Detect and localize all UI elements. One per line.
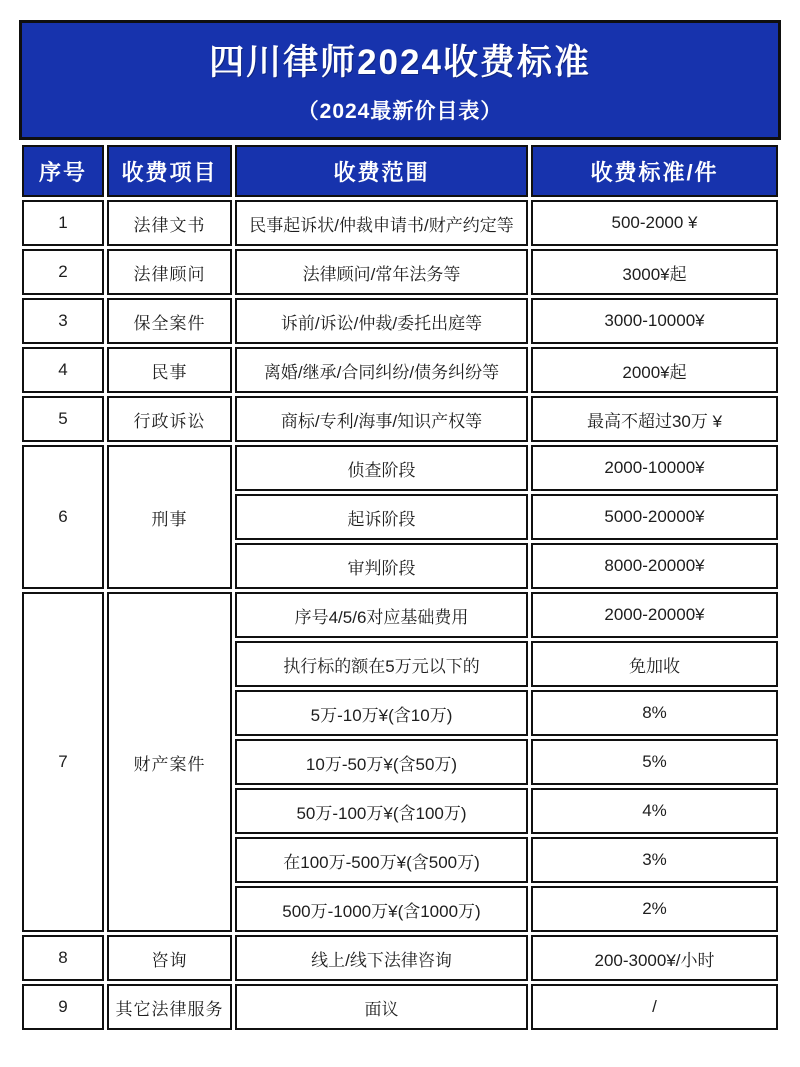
row-number-cell: 9 bbox=[22, 984, 104, 1030]
fee-item-cell: 行政诉讼 bbox=[107, 396, 232, 442]
row-number-cell: 2 bbox=[22, 249, 104, 295]
fee-scope-cell: 法律顾问/常年法务等 bbox=[235, 249, 528, 295]
fee-item-cell: 民事 bbox=[107, 347, 232, 393]
header-cell-standard: 收费标准/件 bbox=[531, 145, 778, 197]
row-number-cell: 7 bbox=[22, 592, 104, 932]
fee-standard-cell: 2% bbox=[531, 886, 778, 932]
table-row-group-property bbox=[22, 592, 778, 638]
fee-standard-cell: 3% bbox=[531, 837, 778, 883]
fee-standard-cell: 8000-20000¥ bbox=[531, 543, 778, 589]
fee-standard-cell: 2000-10000¥ bbox=[531, 445, 778, 491]
fee-item-cell: 法律顾问 bbox=[107, 249, 232, 295]
fee-standard-cell: / bbox=[531, 984, 778, 1030]
table-body bbox=[22, 200, 778, 1030]
table-row bbox=[22, 249, 778, 295]
table-row bbox=[22, 396, 778, 442]
page-title: 四川律师2024收费标准 bbox=[209, 43, 591, 82]
fee-scope-cell: 起诉阶段 bbox=[235, 494, 528, 540]
fee-standard-cell: 最高不超过30万 ¥ bbox=[531, 396, 778, 442]
fee-scope-cell: 离婚/继承/合同纠纷/债务纠纷等 bbox=[235, 347, 528, 393]
fee-scope-cell: 面议 bbox=[235, 984, 528, 1030]
row-number-cell: 5 bbox=[22, 396, 104, 442]
fee-scope-cell: 侦查阶段 bbox=[235, 445, 528, 491]
fee-standard-cell: 4% bbox=[531, 788, 778, 834]
fee-table bbox=[19, 142, 781, 1033]
fee-item-cell: 其它法律服务 bbox=[107, 984, 232, 1030]
fee-scope-cell: 在100万-500万¥(含500万) bbox=[235, 837, 528, 883]
title-banner bbox=[19, 20, 781, 140]
fee-scope-cell: 诉前/诉讼/仲裁/委托出庭等 bbox=[235, 298, 528, 344]
fee-scope-cell: 序号4/5/6对应基础费用 bbox=[235, 592, 528, 638]
fee-scope-cell: 10万-50万¥(含50万) bbox=[235, 739, 528, 785]
fee-scope-cell: 50万-100万¥(含100万) bbox=[235, 788, 528, 834]
header-cell-item: 收费项目 bbox=[107, 145, 232, 197]
fee-standard-cell: 2000¥起 bbox=[531, 347, 778, 393]
fee-standard-cell: 5000-20000¥ bbox=[531, 494, 778, 540]
fee-standard-cell: 500-2000 ¥ bbox=[531, 200, 778, 246]
fee-standard-cell: 8% bbox=[531, 690, 778, 736]
table-row bbox=[22, 984, 778, 1030]
fee-scope-cell: 线上/线下法律咨询 bbox=[235, 935, 528, 981]
header-row bbox=[22, 145, 778, 197]
fee-scope-cell: 民事起诉状/仲裁申请书/财产约定等 bbox=[235, 200, 528, 246]
fee-item-cell: 保全案件 bbox=[107, 298, 232, 344]
fee-standard-cell: 免加收 bbox=[531, 641, 778, 687]
table-row bbox=[22, 298, 778, 344]
fee-item-cell: 刑事 bbox=[107, 445, 232, 589]
page-subtitle: （2024最新价目表） bbox=[297, 100, 503, 123]
fee-standard-cell: 200-3000¥/小时 bbox=[531, 935, 778, 981]
fee-item-cell: 法律文书 bbox=[107, 200, 232, 246]
table-row bbox=[22, 200, 778, 246]
header-cell-no: 序号 bbox=[22, 145, 104, 197]
fee-scope-cell: 500万-1000万¥(含1000万) bbox=[235, 886, 528, 932]
table-row bbox=[22, 935, 778, 981]
fee-item-cell: 咨询 bbox=[107, 935, 232, 981]
header-cell-scope: 收费范围 bbox=[235, 145, 528, 197]
row-number-cell: 3 bbox=[22, 298, 104, 344]
row-number-cell: 8 bbox=[22, 935, 104, 981]
fee-scope-cell: 商标/专利/海事/知识产权等 bbox=[235, 396, 528, 442]
table-row bbox=[22, 347, 778, 393]
fee-standard-cell: 3000¥起 bbox=[531, 249, 778, 295]
table-row-group-criminal bbox=[22, 445, 778, 491]
table-header bbox=[22, 145, 778, 197]
fee-standard-cell: 2000-20000¥ bbox=[531, 592, 778, 638]
fee-scope-cell: 审判阶段 bbox=[235, 543, 528, 589]
fee-item-cell: 财产案件 bbox=[107, 592, 232, 932]
fee-standard-cell: 5% bbox=[531, 739, 778, 785]
row-number-cell: 4 bbox=[22, 347, 104, 393]
fee-standard-cell: 3000-10000¥ bbox=[531, 298, 778, 344]
row-number-cell: 6 bbox=[22, 445, 104, 589]
fee-scope-cell: 执行标的额在5万元以下的 bbox=[235, 641, 528, 687]
row-number-cell: 1 bbox=[22, 200, 104, 246]
fee-scope-cell: 5万-10万¥(含10万) bbox=[235, 690, 528, 736]
